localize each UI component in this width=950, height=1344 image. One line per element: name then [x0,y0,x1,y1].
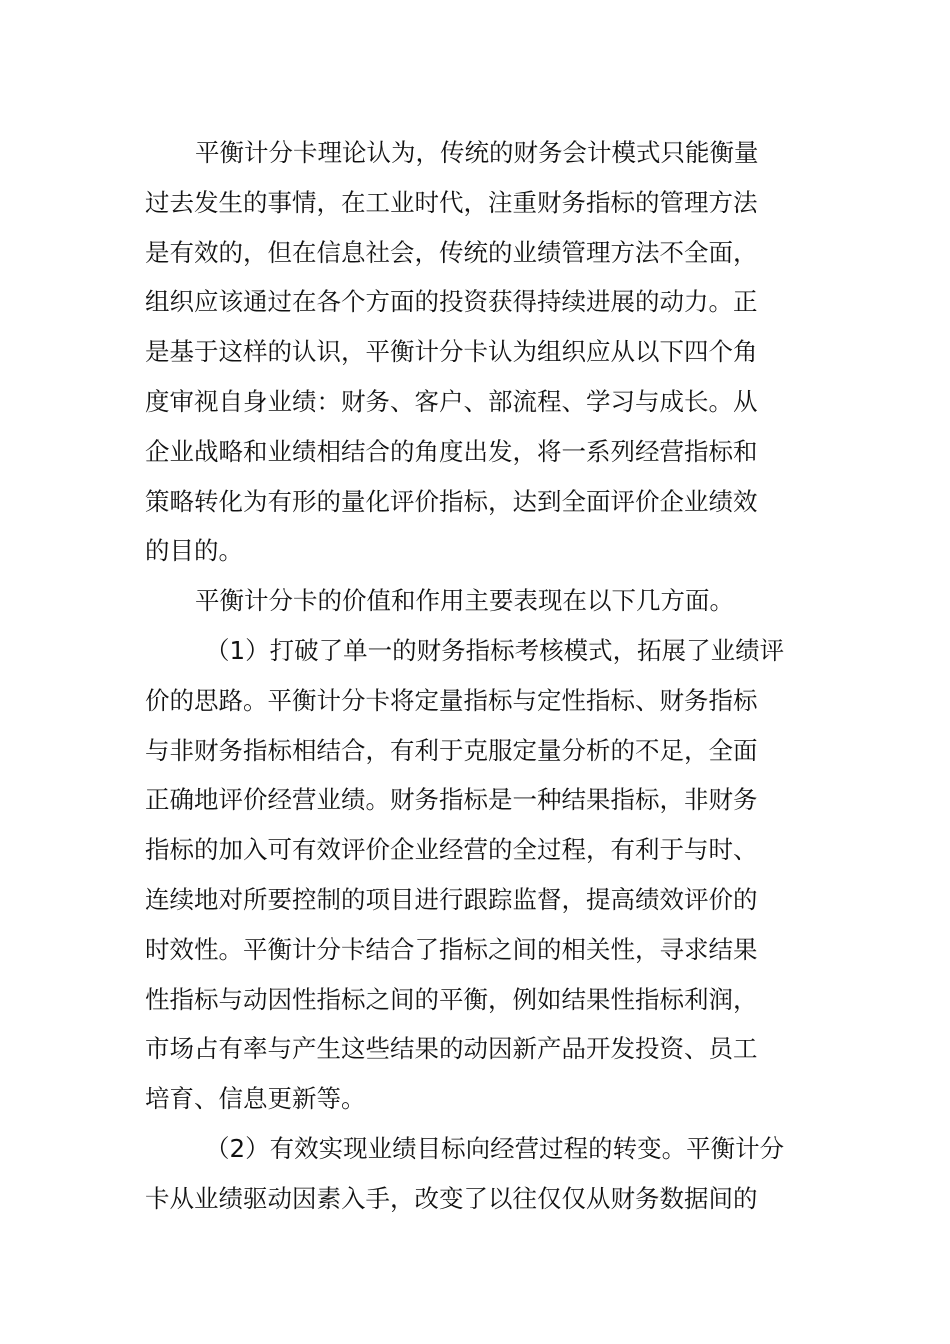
paragraph-line: 是基于这样的认识，平衡计分卡认为组织应从以下四个角 [145,337,758,367]
paragraph-line: 与非财务指标相结合，有利于克服定量分析的不足，全面 [145,735,758,765]
paragraph-value-intro [145,576,815,626]
paragraph-line: 时效性。平衡计分卡结合了指标之间的相关性，寻求结果 [145,934,758,964]
document-body [145,128,815,1224]
paragraph-balanced-scorecard-theory [145,128,815,576]
paragraph-line: 的目的。 [145,536,243,566]
paragraph-point-1 [145,626,815,1124]
paragraph-line: 度审视自身业绩：财务、客户、部流程、学习与成长。从 [145,386,758,416]
paragraph-line: 性指标与动因性指标之间的平衡，例如结果性指标利润， [145,984,758,1014]
paragraph-line: 平衡计分卡的价值和作用主要表现在以下几方面。 [195,586,734,616]
paragraph-line: （2）有效实现业绩目标向经营过程的转变。平衡计分 [205,1133,785,1163]
paragraph-line: 市场占有率与产生这些结果的动因新产品开发投资、员工 [145,1034,758,1064]
paragraph-line: 策略转化为有形的量化评价指标，达到全面评价企业绩效 [145,486,758,516]
paragraph-line: 组织应该通过在各个方面的投资获得持续进展的动力。正 [145,287,758,317]
paragraph-line: （1）打破了单一的财务指标考核模式，拓展了业绩评 [205,635,785,665]
paragraph-line: 培育、信息更新等。 [145,1084,366,1114]
paragraph-line: 价的思路。平衡计分卡将定量指标与定性指标、财务指标 [145,685,758,715]
paragraph-line: 企业战略和业绩相结合的角度出发，将一系列经营指标和 [145,436,758,466]
paragraph-line: 指标的加入可有效评价企业经营的全过程，有利于与时、 [145,835,758,865]
paragraph-line: 卡从业绩驱动因素入手，改变了以往仅仅从财务数据间的 [145,1183,758,1213]
paragraph-line: 正确地评价经营业绩。财务指标是一种结果指标，非财务 [145,785,758,815]
paragraph-point-2 [145,1124,815,1224]
paragraph-line: 连续地对所要控制的项目进行跟踪监督，提高绩效评价的 [145,884,758,914]
paragraph-line: 平衡计分卡理论认为，传统的财务会计模式只能衡量 [195,138,759,167]
paragraph-line: 过去发生的事情，在工业时代，注重财务指标的管理方法 [145,187,758,217]
paragraph-line: 是有效的，但在信息社会，传统的业绩管理方法不全面， [145,237,758,267]
